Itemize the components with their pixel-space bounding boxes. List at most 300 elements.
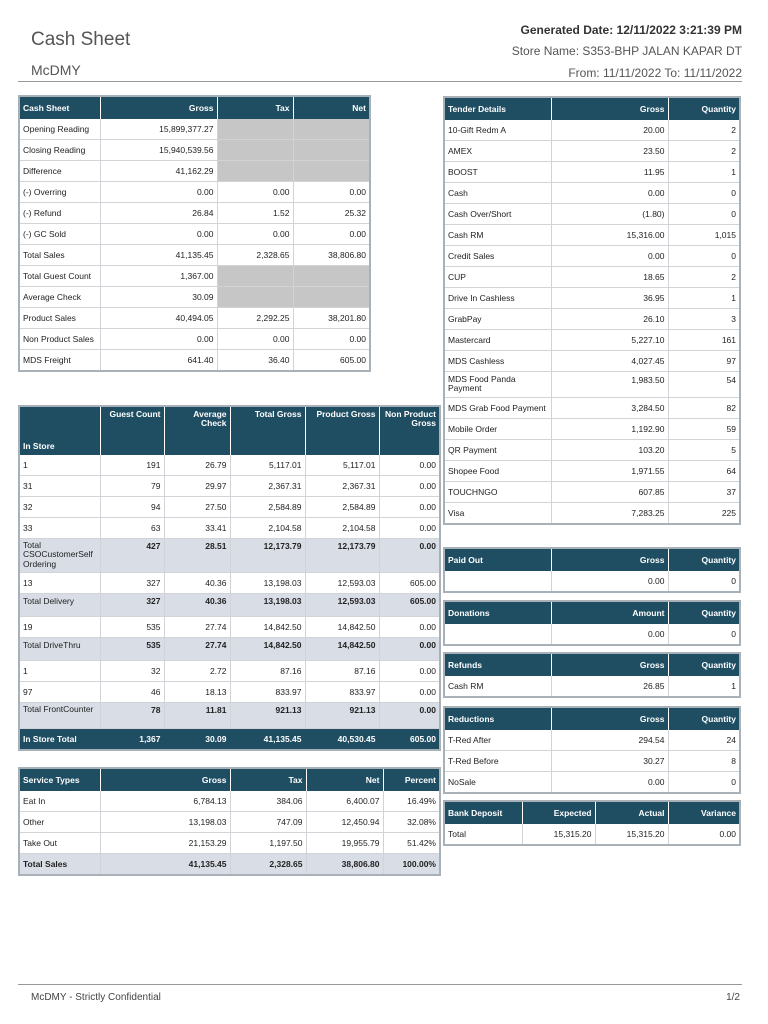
tax-cell: 0.00 <box>217 329 293 350</box>
net-cell: 38,806.80 <box>293 245 370 266</box>
gross-cell: 15,316.00 <box>551 225 668 246</box>
gross-cell: 0.00 <box>100 182 217 203</box>
table-row <box>19 518 440 539</box>
percent-cell: 16.49% <box>383 791 440 812</box>
row-label <box>444 571 551 592</box>
row-label: Cash Over/Short <box>444 204 551 225</box>
quantity-cell: 82 <box>668 398 740 419</box>
in-store-table <box>18 405 441 751</box>
subtotal-row <box>19 594 440 617</box>
row-label: Cash RM <box>444 225 551 246</box>
total-gross-cell: 2,104.58 <box>230 518 305 539</box>
col-header: Net <box>293 96 370 119</box>
table-row <box>19 497 440 518</box>
row-label: Total CSOCustomerSelf Ordering <box>19 539 100 573</box>
gross-cell: 4,027.45 <box>551 351 668 372</box>
gross-cell: 26.10 <box>551 309 668 330</box>
total-gross-cell: 921.13 <box>230 703 305 729</box>
table-row <box>444 730 740 751</box>
col-header: Expected <box>522 801 595 824</box>
gross-cell: 41,135.45 <box>100 245 217 266</box>
gross-cell: 1,367.00 <box>100 266 217 287</box>
table-row <box>444 351 740 372</box>
quantity-cell: 3 <box>668 309 740 330</box>
quantity-cell: 161 <box>668 330 740 351</box>
table-row <box>444 419 740 440</box>
gross-cell: 641.40 <box>100 350 217 372</box>
table-row <box>444 772 740 794</box>
quantity-cell: 64 <box>668 461 740 482</box>
col-header: Percent <box>383 768 440 791</box>
table-row <box>444 503 740 525</box>
col-header: Non Product Gross <box>379 406 440 455</box>
row-label: MDS Freight <box>19 350 100 372</box>
table-row <box>444 571 740 592</box>
col-header: Bank Deposit <box>444 801 522 824</box>
refunds-table <box>443 652 741 698</box>
row-label: In Store Total <box>19 729 100 751</box>
col-header: Tax <box>217 96 293 119</box>
gross-cell: 0.00 <box>551 246 668 267</box>
net-cell: 19,955.79 <box>306 833 383 854</box>
in-store-total-row <box>19 729 440 751</box>
quantity-cell: 24 <box>668 730 740 751</box>
table-row <box>444 183 740 204</box>
row-label: Drive In Cashless <box>444 288 551 309</box>
gross-cell: 0.00 <box>551 772 668 794</box>
avg-check-cell: 11.81 <box>164 703 230 729</box>
gross-cell: 40,494.05 <box>100 308 217 329</box>
nonproduct-gross-cell: 0.00 <box>379 703 440 729</box>
table-row <box>444 482 740 503</box>
net-cell: 25.32 <box>293 203 370 224</box>
col-header: Gross <box>551 548 668 571</box>
quantity-cell: 54 <box>668 372 740 398</box>
footer-confidential: McDMY - Strictly Confidential <box>31 992 161 1003</box>
avg-check-cell: 18.13 <box>164 682 230 703</box>
avg-check-cell: 27.74 <box>164 638 230 661</box>
row-label: Cash RM <box>444 676 551 697</box>
col-header: Total Gross <box>230 406 305 455</box>
guest-count-cell: 1,367 <box>100 729 164 751</box>
nonproduct-gross-cell: 0.00 <box>379 518 440 539</box>
quantity-cell: 1 <box>668 162 740 183</box>
percent-cell: 51.42% <box>383 833 440 854</box>
row-label: Total Sales <box>19 245 100 266</box>
total-row <box>19 854 440 876</box>
product-gross-cell: 5,117.01 <box>305 455 379 476</box>
row-label: Total <box>444 824 522 845</box>
total-gross-cell: 12,173.79 <box>230 539 305 573</box>
quantity-cell: 5 <box>668 440 740 461</box>
table-row <box>19 161 370 182</box>
product-gross-cell: 2,584.89 <box>305 497 379 518</box>
table-row <box>444 288 740 309</box>
row-label: Opening Reading <box>19 119 100 140</box>
row-label: GrabPay <box>444 309 551 330</box>
row-label: MDS Grab Food Payment <box>444 398 551 419</box>
nonproduct-gross-cell: 0.00 <box>379 617 440 638</box>
row-label: (-) Refund <box>19 203 100 224</box>
table-row <box>444 676 740 697</box>
table-row <box>444 624 740 645</box>
row-label: Total Guest Count <box>19 266 100 287</box>
gross-cell: 30.09 <box>100 287 217 308</box>
table-row <box>444 398 740 419</box>
page-title: Cash Sheet <box>31 29 131 50</box>
avg-check-cell: 40.36 <box>164 594 230 617</box>
nonproduct-gross-cell: 0.00 <box>379 539 440 573</box>
table-row <box>19 350 370 372</box>
quantity-cell: 0 <box>668 571 740 592</box>
row-label: MDS Cashless <box>444 351 551 372</box>
row-label: Product Sales <box>19 308 100 329</box>
tax-cell <box>217 119 293 140</box>
table-row <box>444 309 740 330</box>
product-gross-cell: 921.13 <box>305 703 379 729</box>
net-cell: 38,201.80 <box>293 308 370 329</box>
row-label: 1 <box>19 661 100 682</box>
avg-check-cell: 27.50 <box>164 497 230 518</box>
col-header: Paid Out <box>444 548 551 571</box>
table-row <box>19 455 440 476</box>
col-header: Net <box>306 768 383 791</box>
nonproduct-gross-cell: 0.00 <box>379 455 440 476</box>
col-header: Refunds <box>444 653 551 676</box>
nonproduct-gross-cell: 0.00 <box>379 497 440 518</box>
col-header: Quantity <box>668 548 740 571</box>
avg-check-cell: 27.74 <box>164 617 230 638</box>
row-label: T-Red After <box>444 730 551 751</box>
row-label: CUP <box>444 267 551 288</box>
subtotal-row <box>19 703 440 729</box>
gross-cell: 41,162.29 <box>100 161 217 182</box>
col-header: Quantity <box>668 707 740 730</box>
row-label: MDS Food Panda Payment <box>444 372 551 398</box>
tax-cell: 1.52 <box>217 203 293 224</box>
col-header: Tender Details <box>444 97 551 120</box>
net-cell: 0.00 <box>293 182 370 203</box>
gross-cell: 0.00 <box>551 183 668 204</box>
guest-count-cell: 63 <box>100 518 164 539</box>
col-header: Amount <box>551 601 668 624</box>
table-row <box>19 661 440 682</box>
table-row <box>444 461 740 482</box>
product-gross-cell: 12,593.03 <box>305 594 379 617</box>
gross-cell: 0.00 <box>551 571 668 592</box>
tax-cell: 2,328.65 <box>217 245 293 266</box>
nonproduct-gross-cell: 605.00 <box>379 729 440 751</box>
gross-cell: 294.54 <box>551 730 668 751</box>
total-gross-cell: 41,135.45 <box>230 729 305 751</box>
tax-cell: 747.09 <box>230 812 306 833</box>
table-row <box>19 119 370 140</box>
amount-cell: 0.00 <box>551 624 668 645</box>
tax-cell: 1,197.50 <box>230 833 306 854</box>
row-label: 97 <box>19 682 100 703</box>
row-label: 10-Gift Redm A <box>444 120 551 141</box>
total-gross-cell: 2,367.31 <box>230 476 305 497</box>
table-row <box>19 182 370 203</box>
total-gross-cell: 13,198.03 <box>230 573 305 594</box>
quantity-cell: 2 <box>668 141 740 162</box>
col-header: Actual <box>595 801 668 824</box>
gross-cell: 41,135.45 <box>100 854 230 876</box>
guest-count-cell: 32 <box>100 661 164 682</box>
guest-count-cell: 79 <box>100 476 164 497</box>
gross-cell: 7,283.25 <box>551 503 668 525</box>
gross-cell: 1,192.90 <box>551 419 668 440</box>
gross-cell: 5,227.10 <box>551 330 668 351</box>
tax-cell <box>217 266 293 287</box>
row-label: (-) Overring <box>19 182 100 203</box>
avg-check-cell: 26.79 <box>164 455 230 476</box>
row-label <box>444 624 551 645</box>
col-header: Cash Sheet <box>19 96 100 119</box>
row-label: NoSale <box>444 772 551 794</box>
tender-details-table <box>443 96 741 525</box>
quantity-cell: 225 <box>668 503 740 525</box>
gross-cell: 103.20 <box>551 440 668 461</box>
product-gross-cell: 40,530.45 <box>305 729 379 751</box>
tax-cell <box>217 161 293 182</box>
total-gross-cell: 2,584.89 <box>230 497 305 518</box>
product-gross-cell: 14,842.50 <box>305 638 379 661</box>
row-label: Mastercard <box>444 330 551 351</box>
avg-check-cell: 2.72 <box>164 661 230 682</box>
table-row <box>444 372 740 398</box>
tax-cell: 36.40 <box>217 350 293 372</box>
avg-check-cell: 40.36 <box>164 573 230 594</box>
donations-table <box>443 600 741 646</box>
generated-date: Generated Date: 12/11/2022 3:21:39 PM <box>520 23 742 37</box>
product-gross-cell: 2,367.31 <box>305 476 379 497</box>
store-name: Store Name: S353-BHP JALAN KAPAR DT <box>511 44 742 58</box>
date-range: From: 11/11/2022 To: 11/11/2022 <box>568 66 742 80</box>
nonproduct-gross-cell: 605.00 <box>379 594 440 617</box>
table-row <box>19 812 440 833</box>
quantity-cell: 0 <box>668 204 740 225</box>
guest-count-cell: 78 <box>100 703 164 729</box>
col-header: Service Types <box>19 768 100 791</box>
table-row <box>444 267 740 288</box>
total-gross-cell: 14,842.50 <box>230 638 305 661</box>
gross-cell: 15,940,539.56 <box>100 140 217 161</box>
col-header: Product Gross <box>305 406 379 455</box>
cash-sheet-table <box>18 95 371 372</box>
table-row <box>444 162 740 183</box>
table-row <box>19 682 440 703</box>
row-label: Total FrontCounter <box>19 703 100 729</box>
nonproduct-gross-cell: 605.00 <box>379 573 440 594</box>
total-gross-cell: 833.97 <box>230 682 305 703</box>
row-label: QR Payment <box>444 440 551 461</box>
row-label: Cash <box>444 183 551 204</box>
quantity-cell: 2 <box>668 120 740 141</box>
row-label: Other <box>19 812 100 833</box>
col-header: Variance <box>668 801 740 824</box>
total-gross-cell: 87.16 <box>230 661 305 682</box>
table-row <box>444 204 740 225</box>
gross-cell: 11.95 <box>551 162 668 183</box>
row-label: Total Sales <box>19 854 100 876</box>
col-header: Gross <box>551 653 668 676</box>
guest-count-cell: 535 <box>100 617 164 638</box>
row-label: Non Product Sales <box>19 329 100 350</box>
quantity-cell: 2 <box>668 267 740 288</box>
col-header: Quantity <box>668 601 740 624</box>
reductions-table <box>443 706 741 794</box>
col-header: Gross <box>100 768 230 791</box>
product-gross-cell: 2,104.58 <box>305 518 379 539</box>
avg-check-cell: 29.97 <box>164 476 230 497</box>
guest-count-cell: 427 <box>100 539 164 573</box>
gross-cell: 30.27 <box>551 751 668 772</box>
net-cell: 0.00 <box>293 224 370 245</box>
row-label: T-Red Before <box>444 751 551 772</box>
gross-cell: 3,284.50 <box>551 398 668 419</box>
table-row <box>19 573 440 594</box>
col-header: Average Check <box>164 406 230 455</box>
tax-cell <box>217 140 293 161</box>
table-row <box>444 440 740 461</box>
quantity-cell: 0 <box>668 183 740 204</box>
gross-cell: 21,153.29 <box>100 833 230 854</box>
tax-cell: 384.06 <box>230 791 306 812</box>
table-row <box>444 120 740 141</box>
service-types-table <box>18 767 441 876</box>
bank-deposit-table <box>443 800 741 846</box>
row-label: Total DriveThru <box>19 638 100 661</box>
quantity-cell: 0 <box>668 772 740 794</box>
row-label: Mobile Order <box>444 419 551 440</box>
col-header: Gross <box>100 96 217 119</box>
col-header: Donations <box>444 601 551 624</box>
guest-count-cell: 46 <box>100 682 164 703</box>
product-gross-cell: 833.97 <box>305 682 379 703</box>
guest-count-cell: 94 <box>100 497 164 518</box>
col-header: In Store <box>19 406 100 455</box>
gross-cell: 26.85 <box>551 676 668 697</box>
row-label: (-) GC Sold <box>19 224 100 245</box>
gross-cell: 23.50 <box>551 141 668 162</box>
variance-cell: 0.00 <box>668 824 740 845</box>
net-cell: 605.00 <box>293 350 370 372</box>
percent-cell: 32.08% <box>383 812 440 833</box>
row-label: Difference <box>19 161 100 182</box>
net-cell <box>293 161 370 182</box>
table-row <box>19 833 440 854</box>
product-gross-cell: 87.16 <box>305 661 379 682</box>
header-divider <box>18 81 742 82</box>
subtotal-row <box>19 638 440 661</box>
expected-cell: 15,315.20 <box>522 824 595 845</box>
table-row <box>19 287 370 308</box>
table-row <box>444 225 740 246</box>
quantity-cell: 1 <box>668 288 740 309</box>
nonproduct-gross-cell: 0.00 <box>379 638 440 661</box>
table-row <box>444 751 740 772</box>
company-name: McDMY <box>31 62 81 78</box>
net-cell <box>293 140 370 161</box>
avg-check-cell: 33.41 <box>164 518 230 539</box>
guest-count-cell: 191 <box>100 455 164 476</box>
col-header: Gross <box>551 707 668 730</box>
quantity-cell: 0 <box>668 624 740 645</box>
table-row <box>19 791 440 812</box>
total-gross-cell: 14,842.50 <box>230 617 305 638</box>
quantity-cell: 8 <box>668 751 740 772</box>
col-header: Tax <box>230 768 306 791</box>
row-label: 13 <box>19 573 100 594</box>
col-header: Reductions <box>444 707 551 730</box>
table-row <box>444 141 740 162</box>
nonproduct-gross-cell: 0.00 <box>379 476 440 497</box>
col-header: Quantity <box>668 97 740 120</box>
gross-cell: 6,784.13 <box>100 791 230 812</box>
nonproduct-gross-cell: 0.00 <box>379 661 440 682</box>
net-cell <box>293 266 370 287</box>
table-row <box>19 476 440 497</box>
nonproduct-gross-cell: 0.00 <box>379 682 440 703</box>
table-row <box>19 140 370 161</box>
guest-count-cell: 535 <box>100 638 164 661</box>
table-row <box>19 245 370 266</box>
tax-cell: 0.00 <box>217 182 293 203</box>
quantity-cell: 37 <box>668 482 740 503</box>
quantity-cell: 59 <box>668 419 740 440</box>
gross-cell: 0.00 <box>100 224 217 245</box>
table-row <box>444 330 740 351</box>
tax-cell: 2,292.25 <box>217 308 293 329</box>
table-row <box>444 246 740 267</box>
gross-cell: 26.84 <box>100 203 217 224</box>
table-row <box>444 824 740 845</box>
quantity-cell: 1 <box>668 676 740 697</box>
gross-cell: 20.00 <box>551 120 668 141</box>
table-row <box>19 224 370 245</box>
row-label: TOUCHNGO <box>444 482 551 503</box>
gross-cell: 607.85 <box>551 482 668 503</box>
guest-count-cell: 327 <box>100 573 164 594</box>
gross-cell: 1,983.50 <box>551 372 668 398</box>
row-label: Visa <box>444 503 551 525</box>
row-label: Take Out <box>19 833 100 854</box>
net-cell <box>293 119 370 140</box>
row-label: Shopee Food <box>444 461 551 482</box>
product-gross-cell: 12,593.03 <box>305 573 379 594</box>
gross-cell: 13,198.03 <box>100 812 230 833</box>
net-cell <box>293 287 370 308</box>
gross-cell: 0.00 <box>100 329 217 350</box>
tax-cell <box>217 287 293 308</box>
paid-out-table <box>443 547 741 593</box>
row-label: BOOST <box>444 162 551 183</box>
avg-check-cell: 30.09 <box>164 729 230 751</box>
net-cell: 38,806.80 <box>306 854 383 876</box>
table-row <box>19 308 370 329</box>
table-row <box>19 329 370 350</box>
row-label: Credit Sales <box>444 246 551 267</box>
subtotal-row <box>19 539 440 573</box>
gross-cell: (1.80) <box>551 204 668 225</box>
row-label: 19 <box>19 617 100 638</box>
total-gross-cell: 5,117.01 <box>230 455 305 476</box>
footer-divider <box>18 984 742 985</box>
row-label: 31 <box>19 476 100 497</box>
page-number: 1/2 <box>726 992 740 1003</box>
quantity-cell: 1,015 <box>668 225 740 246</box>
